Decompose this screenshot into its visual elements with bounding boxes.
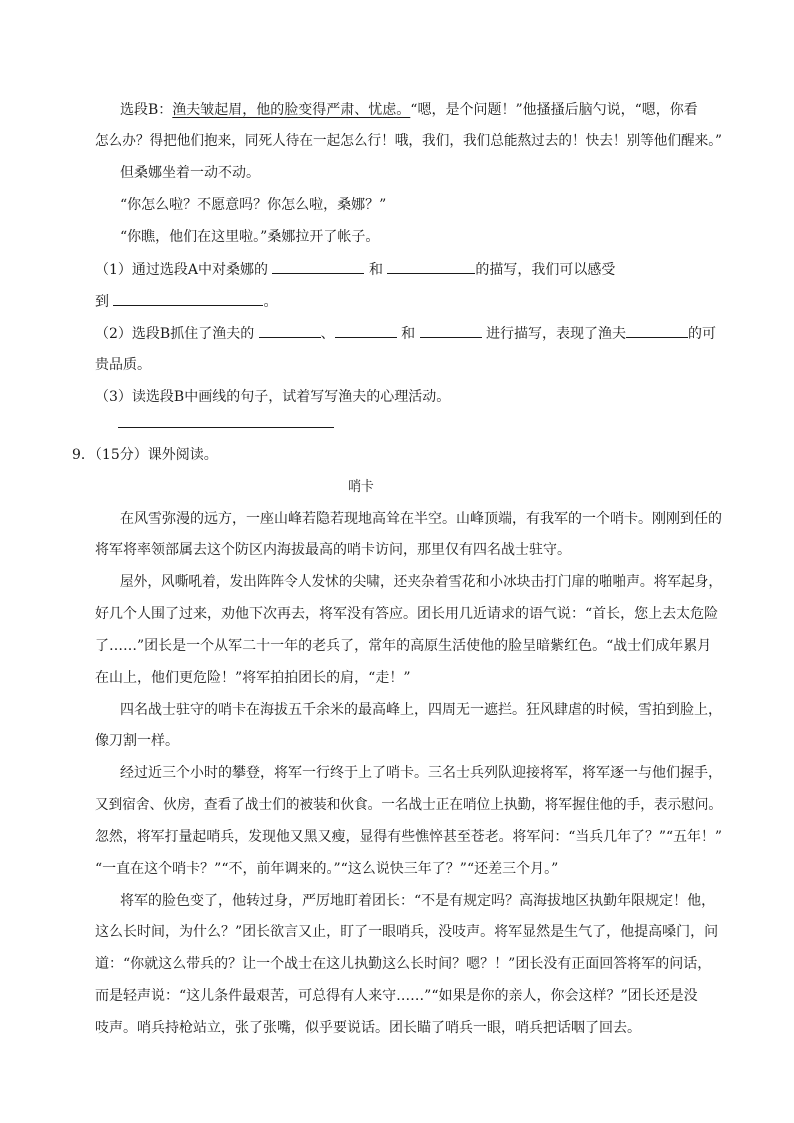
section-9-heading: 9．（15分）课外阅读。 (72, 447, 218, 463)
question-2-line-2: 贵品质。 (95, 357, 151, 373)
passage-line: 吱声。哨兵持枪站立，张了张嘴，似乎要说话。团长瞄了哨兵一眼，哨兵把话咽了回去。 (95, 1020, 641, 1036)
answer-blank[interactable] (272, 259, 364, 274)
answer-blank[interactable] (420, 323, 482, 338)
option-b-label: 选段B： (120, 102, 173, 118)
option-b-line-3: 但桑娜坐着一动不动。 (120, 165, 260, 181)
option-b-line-1 (120, 100, 698, 120)
answer-blank[interactable] (259, 323, 321, 338)
passage-line: 在风雪弥漫的远方，一座山峰若隐若现地高耸在半空。山峰顶端，有我军的一个哨卡。刚刚到任的 (120, 511, 722, 527)
passage-line: 像刀割一样。 (95, 733, 179, 749)
answer-blank[interactable] (626, 323, 688, 338)
option-b-text: “嗯，是个问题！”他搔搔后脑勺说，“嗯，你看 (410, 102, 698, 118)
option-b-line-2: 怎么办？得把他们抱来，同死人待在一起怎么行！哦，我们，我们总能熬过去的！快去！别等他们醒来。” (95, 133, 723, 149)
question-1-text: （1）通过选段A中对桑娜的 (95, 262, 269, 278)
answer-blank[interactable] (335, 323, 397, 338)
passage-line: 屋外，风嘶吼着，发出阵阵令人发怵的尖啸，还夹杂着雪花和小冰块击打门扉的啪啪声。将军起身， (120, 574, 723, 590)
question-2-text: （2）选段B抓住了渔夫的 (95, 326, 255, 342)
underlined-sentence: 渔夫皱起眉，他的脸变得严肃、忧虑。 (172, 102, 411, 118)
passage-line: 好几个人围了过来，劝他下次再去，将军没有答应。团长用几近请求的语气说：“首长，您上去太危险 (95, 606, 719, 622)
question-1-text: 的描写，我们可以感受 (475, 262, 616, 278)
passage-line: 忽然，将军打量起哨兵，发现他又黑又瘦，显得有些憔悴甚至苍老。将军问：“当兵几年了？”“五年！” (95, 829, 722, 845)
answer-blank[interactable] (118, 413, 334, 428)
passage-line: 四名战士驻守的哨卡在海拔五千余米的最高峰上，四周无一遮拦。狂风肆虐的时候，雪拍到脸上， (120, 702, 722, 718)
question-3-answer-line (118, 413, 334, 434)
question-2-text: 的可 (688, 326, 717, 342)
passage-line: 道：“你就这么带兵的？让一个战士在这儿执勤这么长时间？嗯？！”团长没有正面回答将军的问话， (95, 956, 712, 972)
option-b-line-4: “你怎么啦？不愿意吗？你怎么啦，桑娜？” (120, 197, 387, 213)
option-b-line-5: “你瞧，他们在这里啦。”桑娜拉开了帐子。 (120, 229, 380, 245)
answer-blank[interactable] (387, 259, 475, 274)
question-3: （3）读选段B中画线的句子，试着写写渔夫的心理活动。 (95, 389, 451, 405)
question-1-text: 和 (368, 262, 383, 278)
passage-line: 将军将率领部属去这个防区内海拔最高的哨卡访问，那里仅有四名战士驻守。 (95, 542, 571, 558)
passage-line: 将军的脸色变了，他转过身，严厉地盯着团长：“不是有规定吗？高海拔地区执勤年限规定！他， (120, 893, 716, 909)
question-2-line-1 (95, 323, 716, 344)
question-1-text: 到 (95, 294, 109, 310)
passage-line: 而是轻声说：“这儿条件最艰苦，可总得有人来守……”“如果是你的亲人，你会这样？”团长还是没 (95, 988, 698, 1004)
question-2-text: 进行描写，表现了渔夫 (486, 326, 627, 342)
passage-line: “一直在这个哨卡？”“不，前年调来的。”“这么说快三年了？”“还差三个月。” (95, 861, 559, 877)
question-1-text: 。 (263, 294, 278, 310)
question-2-text: 、 (320, 326, 335, 342)
question-1-line-2 (95, 291, 277, 312)
passage-line: 了……”团长是一个从军二十一年的老兵了，常年的高原生活使他的脸呈暗紫红色。“战士们成年累月 (95, 638, 712, 654)
passage-line: 这么长时间，为什么？”团长欲言又止，盯了一眼哨兵，没吱声。将军显然是生气了，他提高嗓门，问 (95, 924, 719, 940)
passage-line: 又到宿舍、伙房，查看了战士们的被装和伙食。一名战士正在哨位上执勤，将军握住他的手，表示慰问。 (95, 797, 722, 813)
passage-line: 在山上，他们更危险！”将军拍拍团长的肩，“走！” (95, 670, 411, 686)
passage-title: 哨卡 (348, 479, 374, 495)
answer-blank[interactable] (113, 291, 263, 306)
question-1-line-1 (95, 259, 615, 280)
passage-line: 经过近三个小时的攀登，将军一行终于上了哨卡。三名士兵列队迎接将军，将军逐一与他们握手， (120, 765, 722, 781)
question-2-text: 和 (401, 326, 416, 342)
